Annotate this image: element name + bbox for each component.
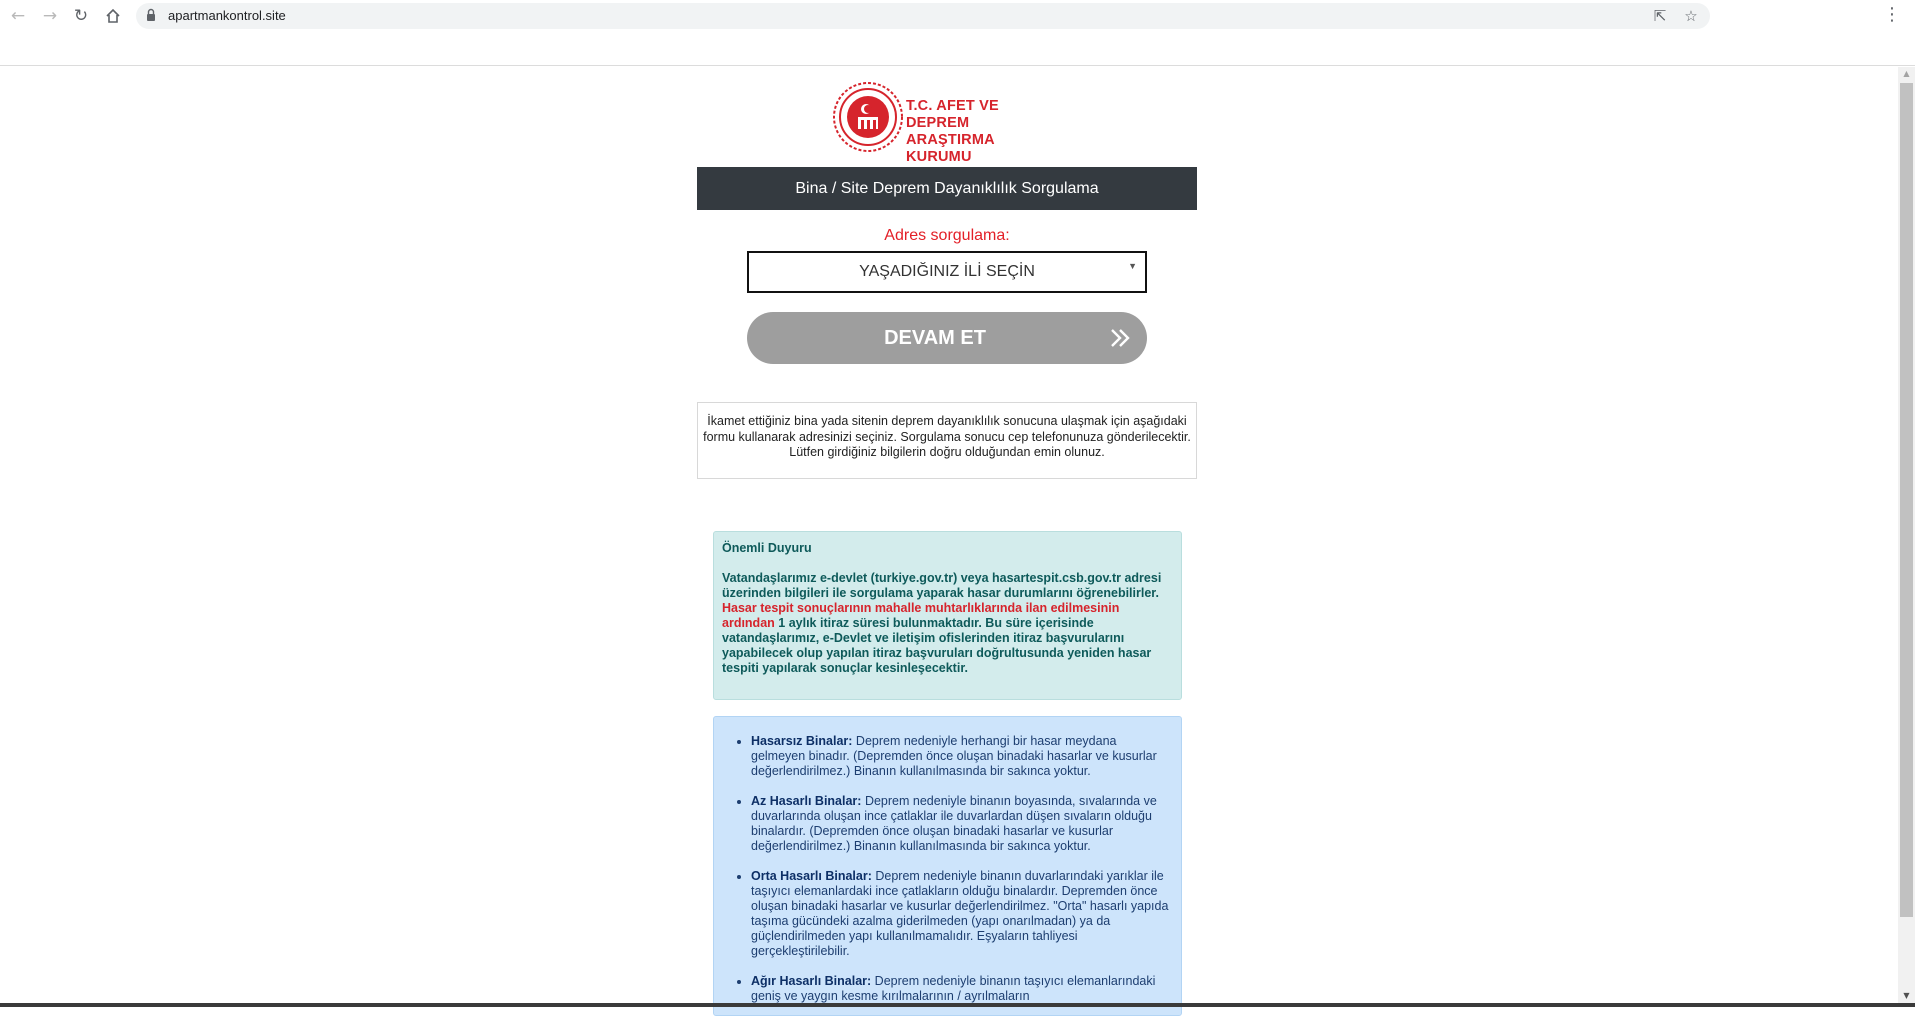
damage-type-text: Deprem nedeniyle binanın duvarlarındaki yarıklar ile taşıyıcı elemanlardaki ince çatlakların olduğu binalardır. Depremden önce oluşan binadaki hasarlar ve kusurlar değerlendirilmez. "Orta" hasarlı yapıda taşıma gücündeki azalma giderilmeden (yapı onarılmadan) ya da güçlendirilmeden yapı kullanılmamalıdır. Eşyaların tahliyesi gerçekleştirilebilir.	[751, 869, 1169, 958]
list-item	[751, 974, 1169, 1004]
vertical-scrollbar[interactable]	[1898, 67, 1915, 1003]
notice-title: Önemli Duyuru	[722, 541, 812, 555]
url-text: apartmankontrol.site	[168, 8, 286, 23]
info-warning: Lütfen girdiğiniz bilgilerin doğru olduğundan emin olunuz.	[789, 445, 1105, 459]
damage-type-text: Deprem nedeniyle herhangi bir hasar meydana gelmeyen binadır. (Depremden önce oluşan binadaki hasarlar ve kusurlar değerlendirilmez.) Binanın kullanılmasında bir sakınca yoktur.	[751, 734, 1157, 778]
caret-down-icon: ▼	[1128, 261, 1137, 271]
share-icon[interactable]: ⇱	[1653, 7, 1667, 25]
continue-button-label: DEVAM ET	[884, 327, 986, 349]
list-item	[751, 734, 1169, 779]
scroll-down-icon[interactable]: ▼	[1903, 991, 1910, 1000]
seal-icon	[832, 81, 904, 153]
damage-type-term: Ağır Hasarlı Binalar:	[751, 974, 872, 988]
home-icon[interactable]	[103, 6, 123, 26]
page-title: Bina / Site Deprem Dayanıklılık Sorgulama	[697, 167, 1197, 210]
damage-type-term: Orta Hasarlı Binalar:	[751, 869, 872, 883]
continue-button[interactable]	[747, 312, 1147, 364]
city-select-value: YAŞADIĞINIZ İLİ SEÇİN	[859, 263, 1035, 280]
scroll-up-icon[interactable]: ▲	[1903, 69, 1910, 78]
list-item	[751, 794, 1169, 854]
info-box	[697, 402, 1197, 479]
lock-icon	[146, 8, 156, 22]
more-icon[interactable]: ⋮	[1883, 4, 1901, 25]
notice-body	[722, 571, 1173, 676]
damage-type-term: Hasarsız Binalar:	[751, 734, 853, 748]
notice-text-1: Vatandaşlarımız e-devlet (turkiye.gov.tr) veya hasartespit.csb.gov.tr adresi üzerinden bilgileri ile sorgulama yaparak hasar durumlarını öğrenebilirler.	[722, 571, 1162, 600]
damage-type-text: Deprem nedeniyle binanın boyasında, sıvalarında ve duvarlarında oluşan ince çatlaklar ile duvarlardan düşen sıvaların olduğu binalardır. (Depremden önce oluşan binadaki hasarlar ve kusurlar değerlendirilmez.) Binanın kullanılmasında bir sakınca yoktur.	[751, 794, 1157, 853]
logo-line-1: T.C. AFET VE DEPREM	[906, 98, 999, 131]
notice-text-red: Hasar tespit sonuçlarının mahalle muhtarlıklarında ilan edilmesinin ardından	[722, 601, 1120, 630]
back-icon[interactable]: ←	[10, 6, 26, 26]
damage-types-box	[713, 716, 1182, 1016]
double-chevron-right-icon	[1109, 327, 1131, 349]
reload-icon[interactable]: ↻	[73, 6, 89, 26]
browser-toolbar	[0, 0, 1915, 66]
damage-type-text: Deprem nedeniyle binanın taşıyıcı elemanlarındaki geniş ve yaygın kesme kırılmalarının / ayrılmaların	[751, 974, 1156, 1003]
notice-text-2: 1 aylık itiraz süresi bulunmaktadır. Bu süre içerisinde vatandaşlarımız, e-Devlet ve iletişim ofislerinden itiraz başvurularını yapabilecek olup yapılan itiraz başvuruları doğrultusunda yeniden hasar tespiti yapılarak sonuçlar kesinleşecektir.	[722, 616, 1152, 675]
damage-type-term: Az Hasarlı Binalar:	[751, 794, 862, 808]
star-icon[interactable]: ☆	[1684, 7, 1698, 25]
agency-logo	[832, 81, 1062, 165]
address-label: Adres sorgulama:	[884, 227, 1010, 244]
taskbar-edge	[0, 1003, 1915, 1007]
info-text: İkamet ettiğiniz bina yada sitenin deprem dayanıklılık sonucuna ulaşmak için aşağıdaki formu kullanarak adresinizi seçiniz. Sorgulama sonucu cep telefonunuza gönderilecektir.	[703, 414, 1191, 444]
address-bar[interactable]	[136, 3, 1710, 29]
forward-icon[interactable]: →	[42, 6, 58, 26]
damage-types-list	[740, 734, 1169, 1004]
important-notice	[713, 531, 1182, 700]
list-item	[751, 869, 1169, 959]
city-select[interactable]	[747, 251, 1147, 293]
scrollbar-thumb[interactable]	[1900, 83, 1913, 917]
logo-line-2: ARAŞTIRMA KURUMU	[906, 132, 995, 165]
